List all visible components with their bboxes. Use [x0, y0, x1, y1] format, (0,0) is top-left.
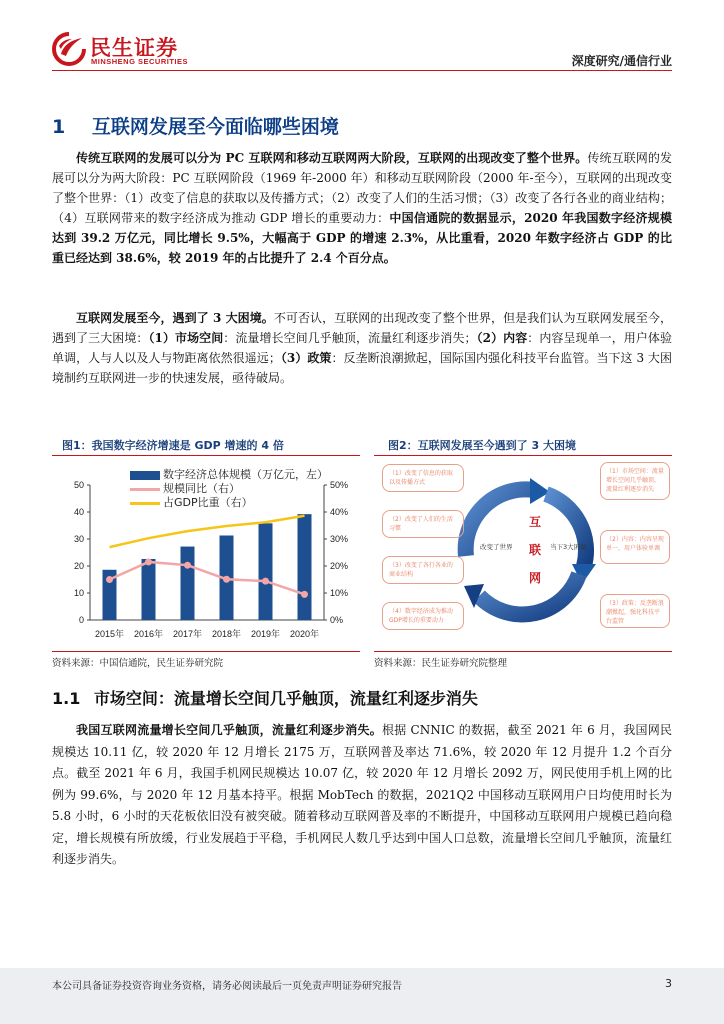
left-arrow-label: 改变了世界: [480, 543, 513, 551]
x-tick-label: 2016年: [133, 629, 164, 639]
left-box-2-text: （2）改变了人们的生活习惯: [389, 516, 453, 532]
legend-swatch-growth: [130, 488, 160, 491]
x-tick-label: 2017年: [172, 629, 203, 639]
y-right-tick-label: 20%: [330, 561, 349, 571]
y-left-tick-label: 40: [73, 507, 84, 517]
center-char-1: 互: [528, 515, 541, 529]
point-growth-rate: [184, 562, 191, 569]
p1-text: 传统互联网的发展可以分为两大阶段：PC 互联网阶段（1969 年-2000 年）和移动互联网阶段（2000 年-至今），互联网的出现改变了整个世界：（1）改变了信息的获取以及传播方式；（2）改变了人们的生活习惯；（3）改变了各行各业的商业结构；（4）互联网带来的数字经济成为推动 GDP 增长的重要动力：: [52, 151, 672, 225]
company-logo: [52, 30, 192, 70]
y-left-tick-label: 10: [73, 588, 84, 598]
p2-bold-4: （3）政策: [280, 351, 332, 365]
section-1-paragraph-1: [52, 148, 672, 268]
section-1-1-heading: [52, 686, 478, 709]
p1-bold-data: 中国信通院的数据显示，2020 年我国数字经济规模达到 39.2 万亿元，同比增长 9.5%，大幅高于 GDP 的增速 2.3%，从比重看，2020 年数字经济占 GDP 的比重已经达到 38.6%，较 2019 年的占比提升了 2.4 个百分点。: [52, 211, 672, 265]
left-box-4-text: （4）数字经济成为推动GDP增长的重要动力: [389, 608, 453, 624]
bar-digital-economy: [142, 559, 156, 620]
point-growth-rate: [223, 576, 230, 583]
minsheng-logo-icon: [52, 32, 86, 66]
s11-bold-lead: 我国互联网流量增长空间几乎触顶，流量红利逐步消失。: [76, 723, 383, 737]
right-box-3: [600, 594, 670, 628]
figure-1-title: 图1：我国数字经济增速是 GDP 增速的 4 倍: [62, 439, 284, 452]
bar-digital-economy: [181, 547, 195, 620]
right-arrow-label: 当下3大困境: [550, 543, 587, 551]
left-box-1-text: （1）改变了信息的获取以及传播方式: [389, 470, 453, 486]
p2-text-3: ：内容呈现单一，用户体验单调，人与人以及人与物距离依然很遥远；: [52, 331, 672, 365]
figure-1-top-rule: [52, 455, 360, 456]
logo-text-en: MINSHENG SECURITIES: [91, 57, 189, 66]
p2-bold-2: （1）市场空间: [148, 331, 224, 345]
legend-label-share: 占GDP比重（右）: [163, 496, 253, 509]
right-box-1-text: （1）市场空间：流量增长空间几乎触顶，流量红利逐步消失: [606, 468, 664, 493]
left-box-4: [382, 602, 464, 630]
x-tick-label: 2018年: [211, 629, 242, 639]
figure-1-chart: [52, 460, 360, 650]
right-box-2: [600, 530, 670, 564]
section-1-1-title: 市场空间：流量增长空间几乎触顶，流量红利逐步消失: [93, 689, 478, 708]
legend-label-growth: 规模同比（右）: [163, 482, 240, 495]
x-tick-label: 2019年: [250, 629, 281, 639]
figure-2-source: 资料来源：民生证券研究院整理: [374, 658, 508, 669]
logo-text-cn: 民生证券: [90, 36, 178, 60]
figure-2-diagram: [374, 456, 672, 650]
figure-2-bottom-rule: [374, 651, 672, 652]
y-left-tick-label: 0: [78, 615, 84, 625]
y-right-tick-label: 50%: [330, 480, 349, 490]
left-box-1: [382, 464, 464, 492]
point-growth-rate: [106, 576, 113, 583]
p2-text-2: ：流量增长空间几乎触顶，流量红利逐步消失；: [223, 331, 477, 345]
y-left-tick-label: 30: [73, 534, 84, 544]
right-box-3-text: （3）政策：反垄断浪潮掀起，强化科技平台监管: [606, 600, 664, 625]
y-right-tick-label: 40%: [330, 507, 349, 517]
left-box-3-text: （3）改变了各行各业的商业结构: [389, 562, 453, 578]
p2-text-1: 不可否认，互联网的出现改变了整个世界，但是我们认为互联网发展至今，遇到了三大困境：: [52, 311, 672, 345]
legend-item-share: [130, 494, 328, 508]
center-label-internet: [528, 508, 542, 592]
center-char-3: 网: [528, 571, 541, 585]
report-type: 深度研究/通信行业: [571, 54, 672, 68]
line-growth-rate: [110, 562, 305, 594]
line-gdp-share: [110, 516, 305, 547]
x-tick-label: 2020年: [289, 629, 320, 639]
p2-text-4: ：反垄断浪潮掀起，国际国内强化科技平台监管。当下这 3 大困境制约互联网进一步的快速发展，亟待破局。: [52, 351, 672, 385]
p2-bold-lead: 互联网发展至今，遇到了 3 大困境。: [76, 311, 274, 325]
section-1-1-paragraph: [52, 720, 672, 871]
figure-2-title: 图2：互联网发展至今遇到了 3 大困境: [388, 439, 576, 452]
page-number: 3: [665, 977, 672, 990]
bar-digital-economy: [298, 514, 312, 620]
figure-1-bottom-rule: [52, 651, 360, 652]
section-1-title: 互联网发展至今面临哪些困境: [91, 116, 339, 138]
section-1-number: 1: [52, 116, 66, 138]
y-right-tick-label: 30%: [330, 534, 349, 544]
right-box-2-text: （2）内容：内容呈现单一，用户体验单调: [606, 536, 664, 552]
p2-bold-3: （2）内容: [476, 331, 528, 345]
left-box-3: [382, 556, 464, 584]
section-1-paragraph-2: [52, 308, 672, 388]
section-1-1-number: 1.1: [52, 689, 81, 708]
legend-item-growth: [130, 480, 328, 494]
header-divider: [52, 70, 672, 71]
figure-1-source: 资料来源：中国信通院，民生证券研究院: [52, 658, 224, 669]
section-1-heading: [52, 112, 339, 139]
legend-swatch-share: [130, 502, 160, 505]
right-box-1: [600, 462, 670, 500]
y-left-tick-label: 20: [73, 561, 84, 571]
x-tick-label: 2015年: [94, 629, 125, 639]
legend-label-bar: 数字经济总体规模（万亿元，左）: [163, 468, 328, 481]
chart-legend: [130, 466, 328, 508]
legend-swatch-bar: [130, 471, 160, 480]
s11-text: 根据 CNNIC 的数据，截至 2021 年 6 月，我国网民规模达 10.11 亿，较 2020 年 12 月增长 2175 万，互联网普及率达 71.6%，较 2020 年 12 月提升 1.2 个百分点。截至 2021 年 6 月，我国手机网民规模达 10.07 亿，较 2020 年 12 月增长 2092 万，网民使用手机上网的比例为 99.6%，与 2020 年 12 月基本持平。根据 MobTech 的数据，2021Q2 中国移动互联网用户日均使用时长为 5.8 小时，6 小时的天花板依旧没有被突破。随着移动互联网普及率的不断提升，中国移动互联网用户规模已趋向稳定，增长规模有所放缓，行业发展趋于平稳，手机网民人数几乎达到中国人口总数，流量增长空间几乎触顶，流量红利逐步消失。: [52, 723, 672, 866]
left-box-2: [382, 510, 464, 538]
y-right-tick-label: 10%: [330, 588, 349, 598]
point-growth-rate: [301, 591, 308, 598]
point-growth-rate: [145, 558, 152, 565]
p1-bold-lead: 传统互联网的发展可以分为 PC 互联网和移动互联网两大阶段，互联网的出现改变了整个世界。: [76, 151, 588, 165]
y-left-tick-label: 50: [73, 480, 84, 490]
center-char-2: 联: [528, 543, 541, 557]
bar-digital-economy: [259, 523, 273, 620]
footer-disclaimer: 本公司具备证券投资咨询业务资格，请务必阅读最后一页免责声明证券研究报告: [52, 981, 402, 992]
legend-item-bar: [130, 466, 328, 480]
y-right-tick-label: 0%: [330, 615, 344, 625]
point-growth-rate: [262, 578, 269, 585]
